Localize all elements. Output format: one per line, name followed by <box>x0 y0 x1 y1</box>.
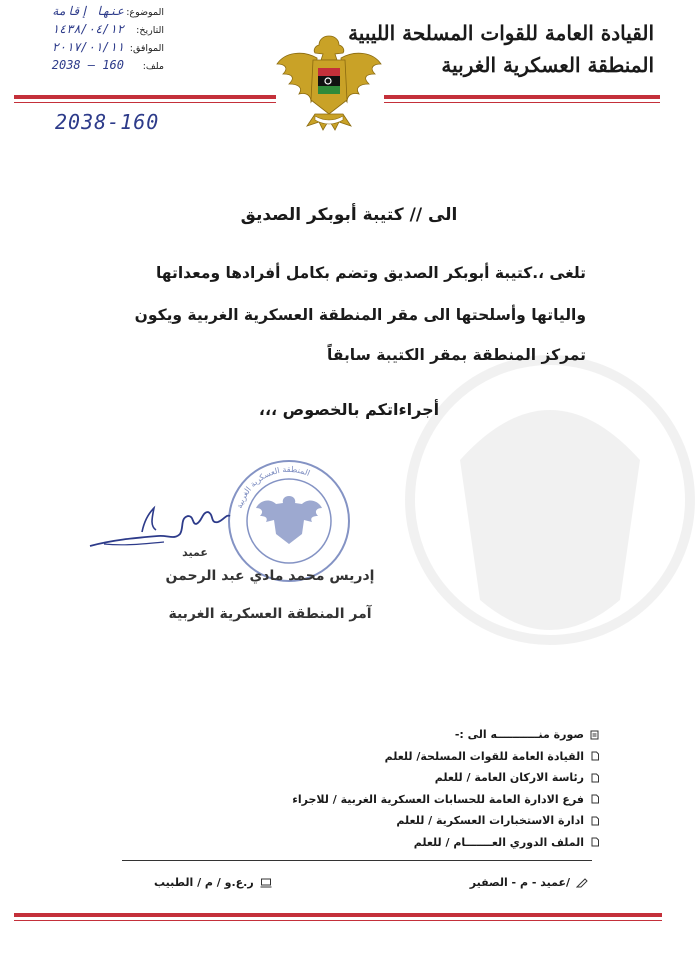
header-rule-right-thin <box>384 102 660 103</box>
official-stamp <box>226 458 352 584</box>
distribution-item-text: ادارة الاستخبارات العسكرية / للعلم <box>396 814 584 828</box>
subject-row <box>14 4 164 22</box>
org-name-line2: المنطقة العسكرية الغربية <box>441 53 654 77</box>
list-item <box>260 767 600 789</box>
document-icon <box>590 816 600 826</box>
distribution-item-text: رئاسة الاركان العامة / للعلم <box>434 771 584 785</box>
copy-icon <box>590 730 600 740</box>
agree-row <box>14 40 164 58</box>
computer-icon <box>260 878 272 888</box>
distribution-heading-text: صورة منـــــــــــه الى :- <box>454 728 584 742</box>
document-icon <box>590 794 600 804</box>
distribution-item-text: القيادة العامة للقوات المسلحة/ للعلم <box>384 749 584 763</box>
organization-header <box>348 18 654 80</box>
body-line-1: تلغى ،.كتيبة أبوبكر الصديق وتضم بكامل أفرادها ومعداتها <box>155 264 586 282</box>
distribution-heading <box>260 724 600 746</box>
file-label: ملف: <box>142 61 164 72</box>
addressee: الى // كتيبة أبوبكر الصديق <box>240 205 458 225</box>
list-item <box>260 746 600 768</box>
document-icon <box>590 837 600 847</box>
footer-separator <box>122 860 592 861</box>
list-item <box>260 789 600 811</box>
date-value: ١٤٣٨/٠٤/١٢ <box>51 22 124 36</box>
header-rule-left <box>14 95 276 99</box>
pen-icon <box>576 878 588 888</box>
body-line-3: تمركز المنطقة بمقر الكتيبة سابقاً <box>327 346 586 364</box>
date-row <box>14 22 164 40</box>
document-icon <box>590 773 600 783</box>
footer-rule <box>14 913 662 917</box>
footer-preparer <box>470 876 588 889</box>
distribution-item-text: فرع الادارة العامة للحسابات العسكرية الغربية / للاجراء <box>292 792 584 806</box>
closing-line: أجراءاتكم بالخصوص ،،، <box>258 400 440 419</box>
document-icon <box>590 751 600 761</box>
list-item <box>260 832 600 854</box>
subject-label: الموضوع: <box>126 7 164 18</box>
eagle-emblem-icon <box>273 30 385 136</box>
signatory-rank: عميد <box>182 546 208 559</box>
signatory-name: إدريس محمد مادي عبد الرحمن <box>165 568 375 584</box>
handwritten-signature <box>84 494 232 554</box>
date-label: التاريخ: <box>136 25 164 36</box>
header-rule-left-thin <box>14 102 276 103</box>
org-name-line1: القيادة العامة للقوات المسلحة الليبية <box>348 21 654 45</box>
agree-value: ٢٠١٧/٠١/١١ <box>51 40 124 54</box>
list-item <box>260 810 600 832</box>
signatory-role: آمر المنطقة العسكرية الغربية <box>168 606 372 622</box>
distribution-item-text: الملف الدوري العـــــــام / للعلم <box>413 835 584 849</box>
stamp-text: المنطقة العسكرية الغربية <box>234 464 312 510</box>
file-row <box>14 58 164 76</box>
reference-block <box>14 4 164 76</box>
body-line-2: والياتها وأسلحتها الى مقر المنطقة العسكرية الغربية ويكون <box>134 306 586 324</box>
file-value: 2038 – 160 <box>51 58 124 72</box>
agree-label: الموافق: <box>129 43 164 54</box>
subject-value: عنها إقامة <box>51 4 124 18</box>
footer-rule-thin <box>14 920 662 921</box>
footer-right-text: /عميد - م - الصفير <box>469 876 570 889</box>
footer-left-text: ر.ع.و / م / الطبيب <box>154 876 254 889</box>
footer-typist <box>154 876 272 889</box>
handwritten-file-number: 2038-160 <box>55 110 160 134</box>
header-rule-right <box>384 95 660 99</box>
distribution-list <box>260 724 600 853</box>
